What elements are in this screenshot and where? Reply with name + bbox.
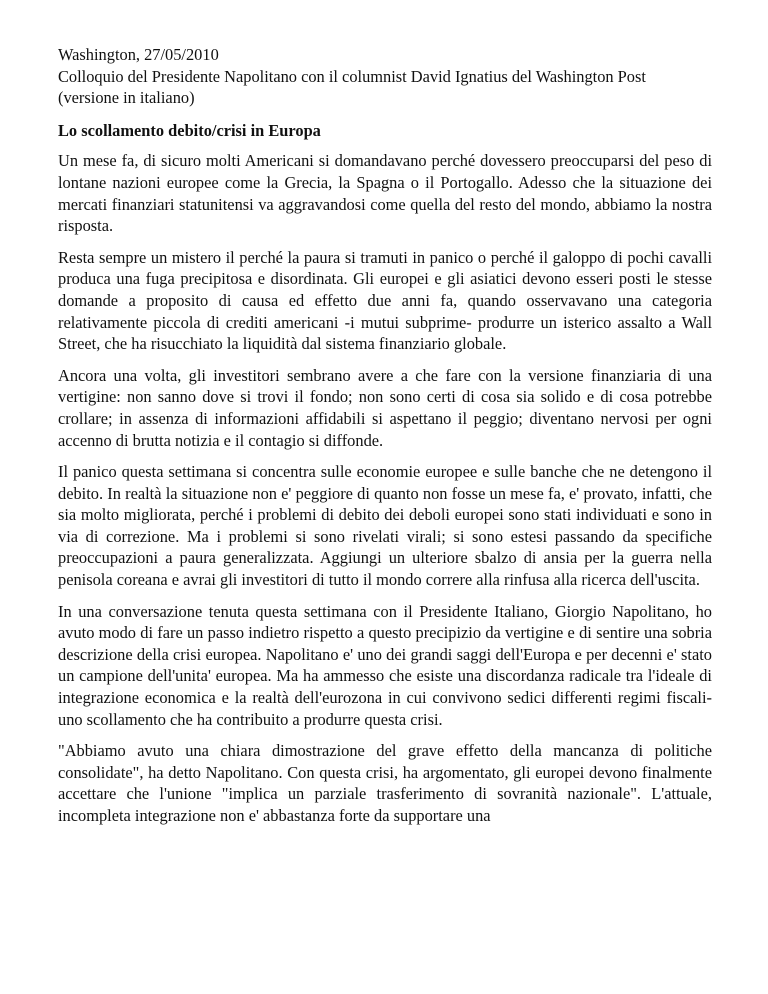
document-page <box>58 44 712 837</box>
paragraph-3: Ancora una volta, gli investitori sembrano avere a che fare con la versione finanziaria di una vertigine: non sanno dove si trovi il fondo; non sono certi di cosa sia solido e di cosa potrebbe crollare; in assenza di informazioni affidabili si aspettano il peggio; diventano nervosi per ogni accenno di brutta notizia e il contagio si diffonde. <box>58 365 712 450</box>
article-title: Lo scollamento debito/crisi in Europa <box>58 120 321 140</box>
paragraph-2: Resta sempre un mistero il perché la paura si tramuti in panico o perché il galoppo di pochi cavalli produca una fuga precipitosa e disordinata. Gli europei e gli asiatici devono esseri posti le stesse domande a proposito di causa ed effetto due anni fa, quando osservavano una categoria relativamente piccola di crediti americani -i mutui subprime- produrre un isterico assalto a Wall Street, che ha risucchiato la liquidità dal sistema finanziario globale. <box>58 247 712 354</box>
document-subject: Colloquio del Presidente Napolitano con il columnist David Ignatius del Washington Post <box>58 66 646 86</box>
paragraph-1: Un mese fa, di sicuro molti Americani si domandavano perché dovessero preoccuparsi del peso di lontane nazioni europee come la Grecia, la Spagna o il Portogallo. Adesso che la situazione dei mercati finanziari statunitensi va aggravandosi come quella del resto del mondo, abbiamo la nostra risposta. <box>58 151 712 236</box>
paragraph-4: Il panico questa settimana si concentra sulle economie europee e sulle banche che ne detengono il debito. In realtà la situazione non e' peggiore di quanto non fosse un mese fa, e' provato, infatti, che sia molto migliorata, perché i problemi di debito dei deboli europei sono stati individuati e sono in via di correzione. Ma i problemi si sono rivelati virali; si sono estesi passando da specifiche preoccupazioni a paura generalizzata. Aggiungi un ulteriore sbalzo di ansia per la guerra nella penisola coreana e avrai gli investitori di tutto il mondo correre alla rinfusa alla ricerca dell'uscita. <box>58 462 712 590</box>
document-header <box>58 44 712 109</box>
paragraph-5: In una conversazione tenuta questa settimana con il Presidente Italiano, Giorgio Napolitano, ho avuto modo di fare un passo indietro rispetto a questo precipizio da vertigine e di sentire una sobria descrizione della crisi europea. Napolitano e' uno dei grandi saggi dell'Europa e per decenni e' stato un campione dell'unita' europea. Ma ha ammesso che esiste una discordanza radicale tra l'ideale di integrazione economica e la realtà dell'eurozona in cui convivono sedici differenti regimi fiscali- uno scollamento che ha contribuito a produrre questa crisi. <box>58 601 712 729</box>
paragraph-6: "Abbiamo avuto una chiara dimostrazione del grave effetto della mancanza di politiche consolidate", ha detto Napolitano. Con questa crisi, ha argomentato, gli europei devono finalmente accettare che l'unione "implica un parziale trasferimento di sovranità nazionale". L'attuale, incompleta integrazione non e' abbastanza forte da supportare una <box>58 741 712 825</box>
version-note: (versione in italiano) <box>58 88 195 108</box>
dateline: Washington, 27/05/2010 <box>58 45 219 64</box>
